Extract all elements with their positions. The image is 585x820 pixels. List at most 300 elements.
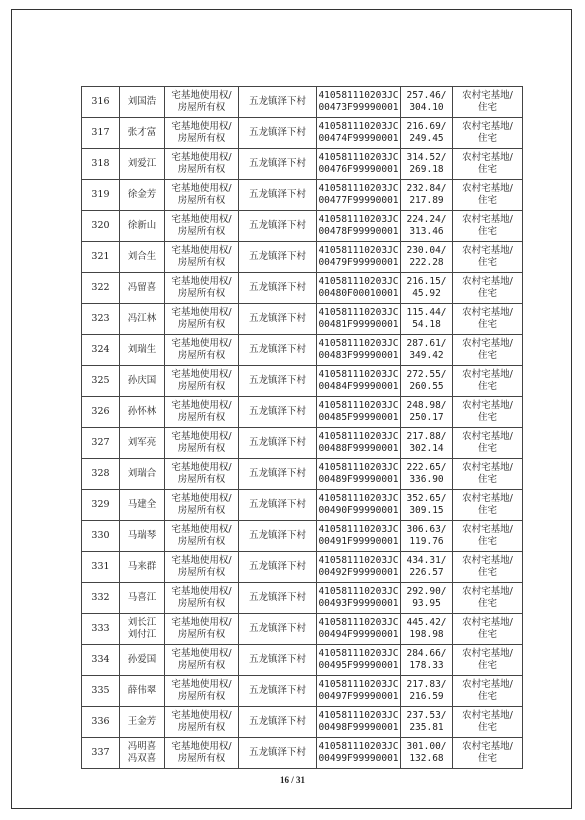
cell-area-line: 287.61/	[406, 338, 447, 349]
cell-right-type-line: 宅基地使用权/	[171, 493, 232, 504]
cell-number: 330	[82, 521, 120, 552]
cell-location: 五龙镇泽下村	[239, 118, 317, 149]
cell-unit-code-line: 410581110203JC	[318, 710, 399, 721]
cell-owner-name-line: 冯留喜	[127, 282, 157, 293]
cell-area-line: 216.59	[409, 691, 444, 702]
table-row	[82, 583, 523, 614]
cell-right-type-line: 房屋所有权	[177, 350, 226, 361]
cell-owner-name	[120, 583, 165, 614]
cell-unit-code-line: 410581110203JC	[318, 741, 399, 752]
cell-number: 331	[82, 552, 120, 583]
cell-owner-name	[120, 645, 165, 676]
cell-unit-code-line: 410581110203JC	[318, 152, 399, 163]
table-row	[82, 366, 523, 397]
cell-right-type-line: 宅基地使用权/	[171, 338, 232, 349]
table-row	[82, 304, 523, 335]
cell-right-type-line: 房屋所有权	[177, 722, 226, 733]
cell-right-type	[165, 273, 239, 304]
cell-unit-code-line: 00481F99990001	[318, 319, 399, 330]
cell-area-line: 93.95	[412, 598, 441, 609]
cell-owner-name	[120, 397, 165, 428]
cell-area-line: 216.69/	[406, 121, 447, 132]
cell-owner-name-line: 马喜江	[127, 592, 157, 603]
cell-owner-name-line: 刘爱江	[127, 158, 157, 169]
cell-unit-code-line: 00474F99990001	[318, 133, 399, 144]
cell-number: 334	[82, 645, 120, 676]
table-row	[82, 614, 523, 645]
cell-land-use-line: 农村宅基地/	[462, 741, 513, 752]
cell-unit-code-line: 410581110203JC	[318, 307, 399, 318]
cell-number: 336	[82, 707, 120, 738]
cell-right-type-line: 宅基地使用权/	[171, 307, 232, 318]
table-row	[82, 676, 523, 707]
cell-right-type-line: 房屋所有权	[177, 629, 226, 640]
cell-right-type-line: 房屋所有权	[177, 412, 226, 423]
cell-owner-name	[120, 552, 165, 583]
cell-land-use-line: 住宅	[477, 567, 497, 578]
cell-land-use-line: 农村宅基地/	[462, 462, 513, 473]
cell-land-use	[453, 552, 523, 583]
cell-land-use-line: 农村宅基地/	[462, 245, 513, 256]
cell-unit-code	[317, 211, 401, 242]
cell-right-type-line: 房屋所有权	[177, 195, 226, 206]
table-row	[82, 118, 523, 149]
cell-location: 五龙镇泽下村	[239, 149, 317, 180]
cell-unit-code-line: 410581110203JC	[318, 183, 399, 194]
cell-area-line: 248.98/	[406, 400, 447, 411]
cell-land-use	[453, 149, 523, 180]
cell-area	[401, 490, 453, 521]
cell-land-use-line: 农村宅基地/	[462, 431, 513, 442]
cell-unit-code	[317, 552, 401, 583]
cell-right-type-line: 房屋所有权	[177, 505, 226, 516]
cell-right-type-line: 房屋所有权	[177, 567, 226, 578]
cell-unit-code	[317, 242, 401, 273]
cell-right-type	[165, 490, 239, 521]
cell-unit-code-line: 00476F99990001	[318, 164, 399, 175]
cell-right-type-line: 宅基地使用权/	[171, 648, 232, 659]
cell-land-use-line: 农村宅基地/	[462, 338, 513, 349]
cell-owner-name-line: 刘军亮	[127, 437, 157, 448]
cell-location: 五龙镇泽下村	[239, 459, 317, 490]
cell-area	[401, 87, 453, 118]
cell-right-type-line: 房屋所有权	[177, 443, 226, 454]
cell-location: 五龙镇泽下村	[239, 211, 317, 242]
cell-land-use-line: 住宅	[477, 691, 497, 702]
cell-right-type-line: 房屋所有权	[177, 691, 226, 702]
cell-unit-code	[317, 118, 401, 149]
cell-area	[401, 428, 453, 459]
cell-unit-code-line: 00498F99990001	[318, 722, 399, 733]
cell-land-use-line: 农村宅基地/	[462, 679, 513, 690]
cell-right-type-line: 房屋所有权	[177, 536, 226, 547]
table-row	[82, 490, 523, 521]
cell-land-use-line: 住宅	[477, 474, 497, 485]
cell-area-line: 237.53/	[406, 710, 447, 721]
cell-land-use-line: 农村宅基地/	[462, 183, 513, 194]
cell-right-type	[165, 459, 239, 490]
cell-number: 316	[82, 87, 120, 118]
cell-owner-name	[120, 304, 165, 335]
cell-owner-name-line: 孙庆国	[127, 375, 157, 386]
cell-area-line: 309.15	[409, 505, 444, 516]
cell-owner-name	[120, 211, 165, 242]
cell-unit-code-line: 00489F99990001	[318, 474, 399, 485]
cell-owner-name	[120, 242, 165, 273]
cell-right-type-line: 房屋所有权	[177, 226, 226, 237]
cell-land-use	[453, 242, 523, 273]
cell-right-type-line: 宅基地使用权/	[171, 183, 232, 194]
cell-area	[401, 335, 453, 366]
cell-land-use	[453, 707, 523, 738]
cell-unit-code-line: 00499F99990001	[318, 753, 399, 764]
cell-unit-code-line: 410581110203JC	[318, 431, 399, 442]
cell-area-line: 302.14	[409, 443, 444, 454]
cell-right-type-line: 宅基地使用权/	[171, 710, 232, 721]
cell-area-line: 250.17	[409, 412, 444, 423]
cell-land-use	[453, 211, 523, 242]
cell-location: 五龙镇泽下村	[239, 180, 317, 211]
cell-land-use	[453, 335, 523, 366]
cell-unit-code	[317, 614, 401, 645]
cell-location: 五龙镇泽下村	[239, 490, 317, 521]
cell-land-use	[453, 676, 523, 707]
cell-right-type	[165, 738, 239, 769]
cell-unit-code	[317, 273, 401, 304]
cell-land-use	[453, 366, 523, 397]
cell-unit-code	[317, 676, 401, 707]
cell-unit-code-line: 00495F99990001	[318, 660, 399, 671]
cell-area-line: 235.81	[409, 722, 444, 733]
page-number: 16 / 31	[279, 775, 305, 785]
cell-area-line: 284.66/	[406, 648, 447, 659]
cell-land-use	[453, 614, 523, 645]
cell-right-type-line: 宅基地使用权/	[171, 369, 232, 380]
cell-right-type	[165, 180, 239, 211]
cell-number: 328	[82, 459, 120, 490]
table-row	[82, 428, 523, 459]
cell-owner-name	[120, 521, 165, 552]
cell-land-use-line: 住宅	[477, 133, 497, 144]
cell-right-type	[165, 614, 239, 645]
cell-unit-code	[317, 583, 401, 614]
cell-land-use-line: 农村宅基地/	[462, 524, 513, 535]
cell-land-use-line: 住宅	[477, 629, 497, 640]
table-row	[82, 645, 523, 676]
cell-area	[401, 242, 453, 273]
cell-right-type	[165, 397, 239, 428]
cell-unit-code-line: 410581110203JC	[318, 524, 399, 535]
cell-owner-name	[120, 149, 165, 180]
cell-number: 325	[82, 366, 120, 397]
cell-location: 五龙镇泽下村	[239, 366, 317, 397]
table-row	[82, 87, 523, 118]
table-row	[82, 149, 523, 180]
cell-land-use-line: 农村宅基地/	[462, 493, 513, 504]
records-table-body	[82, 87, 523, 769]
cell-right-type-line: 宅基地使用权/	[171, 617, 232, 628]
cell-area-line: 115.44/	[406, 307, 447, 318]
cell-area-line: 224.24/	[406, 214, 447, 225]
cell-unit-code-line: 00490F99990001	[318, 505, 399, 516]
cell-right-type	[165, 583, 239, 614]
cell-location: 五龙镇泽下村	[239, 645, 317, 676]
cell-unit-code-line: 410581110203JC	[318, 338, 399, 349]
cell-right-type-line: 房屋所有权	[177, 598, 226, 609]
cell-area-line: 292.90/	[406, 586, 447, 597]
cell-right-type-line: 房屋所有权	[177, 474, 226, 485]
cell-area	[401, 707, 453, 738]
cell-area	[401, 583, 453, 614]
cell-unit-code-line: 410581110203JC	[318, 555, 399, 566]
cell-owner-name	[120, 490, 165, 521]
cell-area	[401, 645, 453, 676]
cell-owner-name	[120, 335, 165, 366]
cell-right-type-line: 房屋所有权	[177, 319, 226, 330]
cell-area-line: 349.42	[409, 350, 444, 361]
table-row	[82, 211, 523, 242]
cell-land-use-line: 住宅	[477, 288, 497, 299]
cell-area	[401, 614, 453, 645]
cell-land-use-line: 农村宅基地/	[462, 152, 513, 163]
cell-unit-code-line: 410581110203JC	[318, 214, 399, 225]
cell-number: 337	[82, 738, 120, 769]
cell-unit-code-line: 00488F99990001	[318, 443, 399, 454]
cell-unit-code-line: 410581110203JC	[318, 493, 399, 504]
cell-area	[401, 273, 453, 304]
cell-land-use-line: 住宅	[477, 319, 497, 330]
cell-owner-name	[120, 428, 165, 459]
cell-number: 326	[82, 397, 120, 428]
cell-unit-code-line: 410581110203JC	[318, 90, 399, 101]
cell-right-type	[165, 335, 239, 366]
table-row	[82, 521, 523, 552]
cell-right-type-line: 宅基地使用权/	[171, 90, 232, 101]
cell-right-type	[165, 676, 239, 707]
cell-land-use-line: 住宅	[477, 412, 497, 423]
cell-unit-code-line: 410581110203JC	[318, 617, 399, 628]
cell-land-use-line: 农村宅基地/	[462, 586, 513, 597]
cell-area-line: 313.46	[409, 226, 444, 237]
cell-right-type	[165, 552, 239, 583]
cell-location: 五龙镇泽下村	[239, 273, 317, 304]
cell-unit-code	[317, 707, 401, 738]
table-row	[82, 242, 523, 273]
cell-right-type	[165, 149, 239, 180]
table-row	[82, 273, 523, 304]
cell-land-use-line: 住宅	[477, 722, 497, 733]
cell-area-line: 232.84/	[406, 183, 447, 194]
cell-number: 333	[82, 614, 120, 645]
cell-right-type	[165, 87, 239, 118]
cell-unit-code-line: 00477F99990001	[318, 195, 399, 206]
cell-unit-code	[317, 397, 401, 428]
cell-location: 五龙镇泽下村	[239, 428, 317, 459]
cell-land-use-line: 住宅	[477, 443, 497, 454]
cell-area	[401, 180, 453, 211]
cell-land-use-line: 住宅	[477, 350, 497, 361]
cell-owner-name-line: 冯明喜	[127, 741, 157, 752]
cell-unit-code-line: 00483F99990001	[318, 350, 399, 361]
cell-unit-code	[317, 149, 401, 180]
cell-unit-code	[317, 87, 401, 118]
cell-land-use-line: 农村宅基地/	[462, 617, 513, 628]
cell-unit-code	[317, 521, 401, 552]
cell-area	[401, 397, 453, 428]
cell-unit-code-line: 00480F00010001	[318, 288, 399, 299]
cell-right-type-line: 宅基地使用权/	[171, 400, 232, 411]
cell-right-type	[165, 242, 239, 273]
cell-area-line: 257.46/	[406, 90, 447, 101]
cell-land-use	[453, 738, 523, 769]
cell-area-line: 336.90	[409, 474, 444, 485]
cell-land-use-line: 住宅	[477, 505, 497, 516]
cell-right-type-line: 房屋所有权	[177, 753, 226, 764]
cell-right-type-line: 房屋所有权	[177, 102, 226, 113]
cell-number: 318	[82, 149, 120, 180]
cell-unit-code-line: 410581110203JC	[318, 400, 399, 411]
cell-location: 五龙镇泽下村	[239, 583, 317, 614]
table-row	[82, 335, 523, 366]
cell-land-use	[453, 180, 523, 211]
cell-land-use-line: 农村宅基地/	[462, 276, 513, 287]
cell-unit-code-line: 00473F99990001	[318, 102, 399, 113]
cell-location: 五龙镇泽下村	[239, 397, 317, 428]
cell-right-type	[165, 118, 239, 149]
cell-owner-name	[120, 87, 165, 118]
table-row	[82, 707, 523, 738]
cell-area-line: 217.88/	[406, 431, 447, 442]
cell-area-line: 230.04/	[406, 245, 447, 256]
cell-right-type	[165, 366, 239, 397]
cell-location: 五龙镇泽下村	[239, 304, 317, 335]
cell-unit-code-line: 410581110203JC	[318, 245, 399, 256]
cell-location: 五龙镇泽下村	[239, 707, 317, 738]
cell-area-line: 216.15/	[406, 276, 447, 287]
cell-owner-name	[120, 738, 165, 769]
cell-area-line: 272.55/	[406, 369, 447, 380]
cell-right-type-line: 宅基地使用权/	[171, 152, 232, 163]
cell-number: 319	[82, 180, 120, 211]
cell-area-line: 132.68	[409, 753, 444, 764]
cell-owner-name	[120, 614, 165, 645]
cell-land-use	[453, 459, 523, 490]
cell-unit-code-line: 00497F99990001	[318, 691, 399, 702]
cell-number: 322	[82, 273, 120, 304]
cell-land-use-line: 农村宅基地/	[462, 710, 513, 721]
cell-land-use-line: 住宅	[477, 381, 497, 392]
cell-location: 五龙镇泽下村	[239, 552, 317, 583]
cell-land-use-line: 住宅	[477, 102, 497, 113]
cell-land-use-line: 住宅	[477, 164, 497, 175]
cell-area	[401, 211, 453, 242]
cell-area	[401, 676, 453, 707]
cell-right-type-line: 宅基地使用权/	[171, 741, 232, 752]
cell-area-line: 301.00/	[406, 741, 447, 752]
cell-right-type-line: 房屋所有权	[177, 133, 226, 144]
cell-owner-name-line: 马瑞琴	[127, 530, 157, 541]
cell-land-use	[453, 645, 523, 676]
cell-owner-name	[120, 118, 165, 149]
cell-owner-name	[120, 459, 165, 490]
cell-unit-code	[317, 645, 401, 676]
table-row	[82, 552, 523, 583]
cell-land-use-line: 住宅	[477, 257, 497, 268]
cell-unit-code-line: 410581110203JC	[318, 462, 399, 473]
cell-unit-code	[317, 366, 401, 397]
cell-unit-code	[317, 304, 401, 335]
cell-right-type-line: 房屋所有权	[177, 288, 226, 299]
cell-unit-code	[317, 335, 401, 366]
cell-unit-code-line: 00492F99990001	[318, 567, 399, 578]
cell-right-type-line: 宅基地使用权/	[171, 462, 232, 473]
cell-area	[401, 521, 453, 552]
cell-number: 317	[82, 118, 120, 149]
cell-area-line: 178.33	[409, 660, 444, 671]
cell-location: 五龙镇泽下村	[239, 87, 317, 118]
cell-land-use	[453, 397, 523, 428]
cell-owner-name	[120, 273, 165, 304]
cell-land-use	[453, 490, 523, 521]
cell-right-type	[165, 707, 239, 738]
cell-right-type-line: 宅基地使用权/	[171, 121, 232, 132]
cell-unit-code	[317, 180, 401, 211]
cell-area	[401, 304, 453, 335]
cell-land-use-line: 住宅	[477, 753, 497, 764]
table-row	[82, 397, 523, 428]
cell-number: 320	[82, 211, 120, 242]
cell-land-use-line: 住宅	[477, 660, 497, 671]
cell-land-use	[453, 428, 523, 459]
cell-area-line: 260.55	[409, 381, 444, 392]
table-row	[82, 459, 523, 490]
cell-owner-name-line: 冯双喜	[127, 753, 157, 764]
cell-number: 324	[82, 335, 120, 366]
cell-right-type-line: 宅基地使用权/	[171, 431, 232, 442]
cell-area-line: 314.52/	[406, 152, 447, 163]
cell-right-type-line: 房屋所有权	[177, 381, 226, 392]
cell-land-use-line: 农村宅基地/	[462, 121, 513, 132]
cell-right-type-line: 宅基地使用权/	[171, 214, 232, 225]
cell-number: 323	[82, 304, 120, 335]
cell-land-use-line: 住宅	[477, 195, 497, 206]
cell-owner-name-line: 刘付江	[127, 629, 157, 640]
cell-owner-name-line: 刘国浩	[127, 96, 157, 107]
cell-area	[401, 118, 453, 149]
cell-owner-name-line: 孙怀林	[127, 406, 157, 417]
cell-right-type-line: 宅基地使用权/	[171, 555, 232, 566]
cell-land-use	[453, 583, 523, 614]
cell-owner-name-line: 徐新山	[127, 220, 157, 231]
cell-unit-code-line: 410581110203JC	[318, 369, 399, 380]
cell-area-line: 434.31/	[406, 555, 447, 566]
cell-area-line: 119.76	[409, 536, 444, 547]
cell-unit-code-line: 00493F99990001	[318, 598, 399, 609]
cell-right-type-line: 宅基地使用权/	[171, 586, 232, 597]
cell-area-line: 217.89	[409, 195, 444, 206]
cell-area-line: 198.98	[409, 629, 444, 640]
cell-location: 五龙镇泽下村	[239, 738, 317, 769]
cell-owner-name-line: 冯江林	[127, 313, 157, 324]
records-table	[81, 86, 523, 769]
table-row	[82, 738, 523, 769]
cell-owner-name-line: 王金芳	[127, 716, 157, 727]
cell-number: 335	[82, 676, 120, 707]
cell-owner-name-line: 薛伟翠	[127, 685, 157, 696]
cell-land-use-line: 农村宅基地/	[462, 400, 513, 411]
cell-area-line: 222.65/	[406, 462, 447, 473]
cell-number: 332	[82, 583, 120, 614]
